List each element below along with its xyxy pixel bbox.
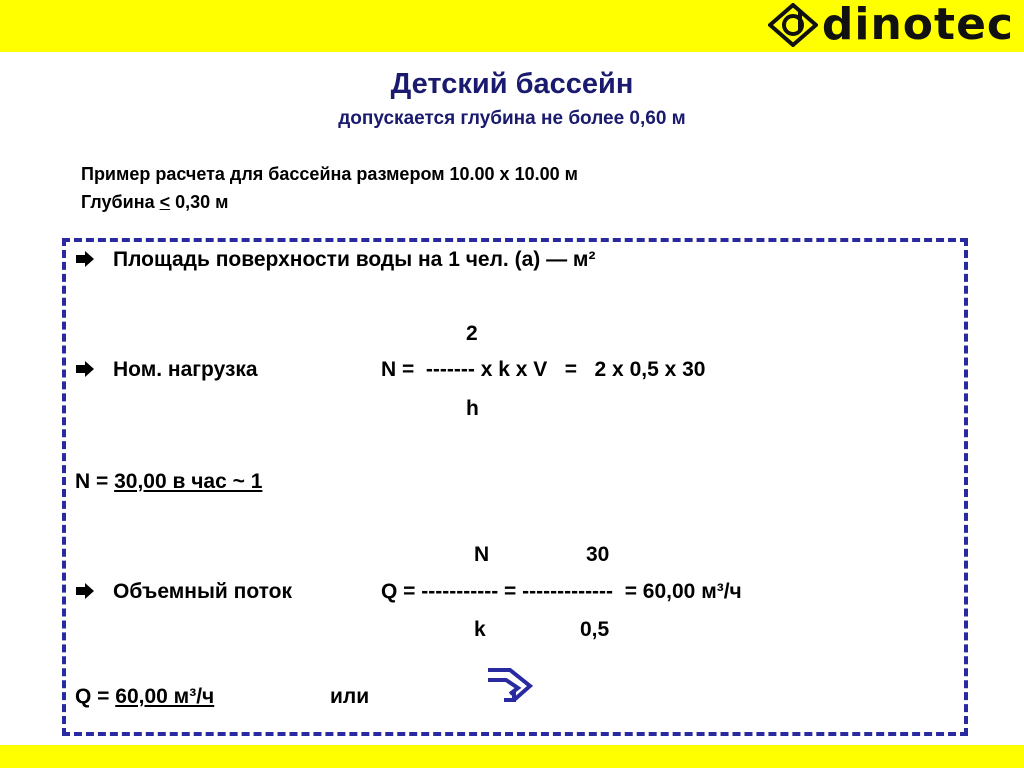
q-result-value: 60,00 м³/ч [115,685,215,708]
flow-denominator-left: k [474,618,486,641]
q-result-prefix: Q = [75,685,116,708]
nominal-load-label: Ном. нагрузка [113,358,258,381]
flow-numerator-right: 30 [586,543,610,566]
surface-area-label: Площадь поверхности воды на 1 чел. (а) — м² [113,248,596,271]
depth-label: Глубина [81,192,160,212]
bullet-arrow-icon [75,361,95,377]
dinotec-emblem-icon [768,3,818,47]
nominal-load-formula: N = ------- x k x V = 2 x 0,5 x 30 [381,358,706,381]
or-text: или [330,685,370,708]
depth-line [81,192,228,213]
load-denominator: h [466,397,479,420]
load-numerator: 2 [466,322,478,345]
flow-numerator-left: N [474,543,490,566]
n-result-value: 30,00 в час ~ 1 [114,470,263,493]
bullet-arrow-icon [75,251,95,267]
dinotec-logo [768,0,1014,50]
bottom-banner [0,745,1024,768]
volume-flow-formula: Q = ----------- = ------------- = 60,00 м³/ч [381,580,742,603]
n-result [75,470,262,494]
example-description: Пример расчета для бассейна размером 10.00 х 10.00 м [81,164,578,184]
q-result [75,685,214,709]
next-arrow-icon [484,664,538,704]
page-subtitle: допускается глубина не более 0,60 м [338,108,686,129]
flow-denominator-right: 0,5 [580,618,610,641]
volume-flow-label: Объемный поток [113,580,292,603]
depth-value: 0,30 м [170,192,229,212]
bullet-arrow-icon [75,583,95,599]
n-result-prefix: N = [75,470,115,493]
less-equal-symbol: < [159,192,171,212]
logo-wordmark: dinotec [821,0,1014,50]
page-title: Детский бассейн [390,68,634,100]
